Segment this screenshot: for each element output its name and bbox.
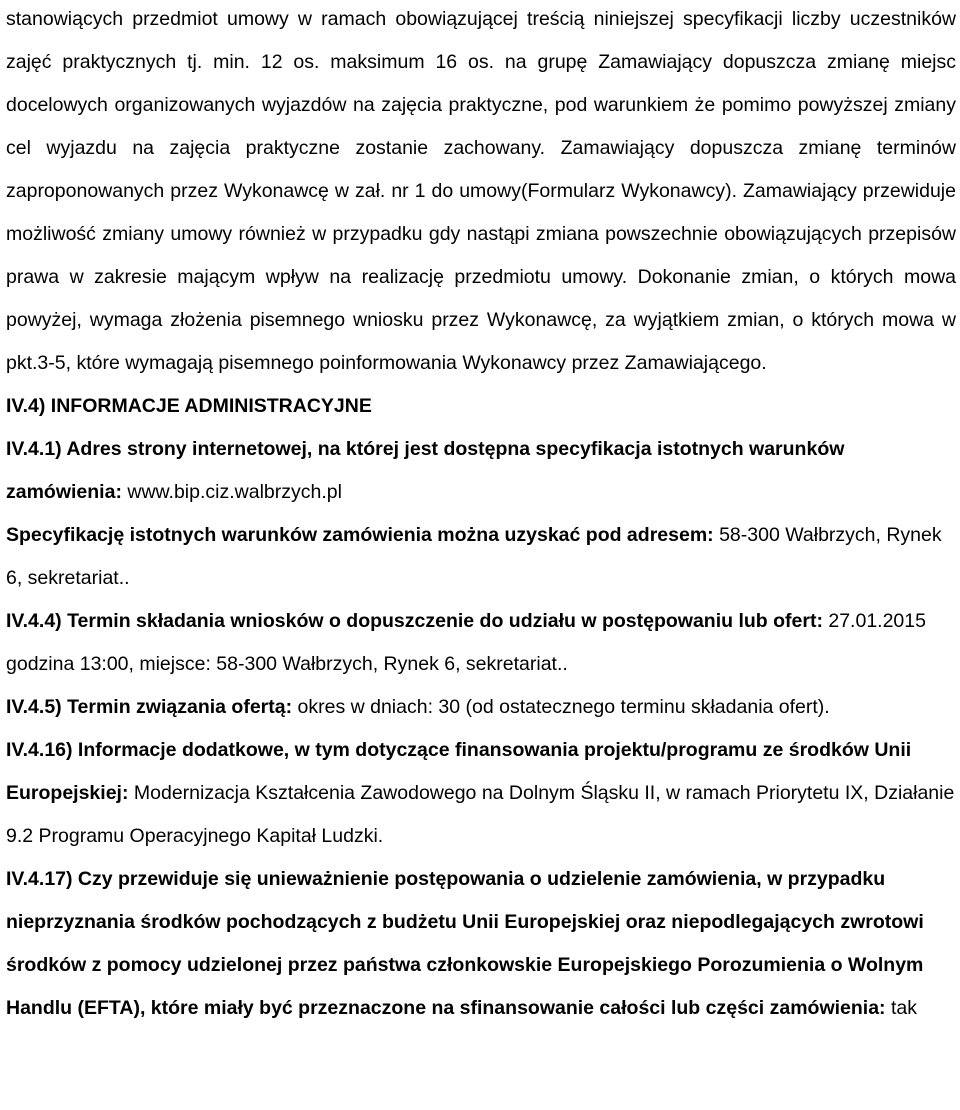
field-additional-info: [6, 729, 956, 858]
field-website: [6, 428, 956, 514]
field-label: IV.4.17) Czy przewiduje się unieważnienie postępowania o udzielenie zamówienia, w przypadku nieprzyznania środków pochodzących z budżetu Unii Europejskiej oraz niepodlegających zwrotowi środków z pomocy udzielonej przez państwa członkowskie Europejskiego Porozumienia o Wolnym Handlu (EFTA), które miały być przeznaczone na sfinansowanie całości lub części zamówienia:: [6, 868, 924, 1019]
field-cancellation-eu-funds: [6, 858, 956, 1030]
field-value: 58-300 Wałbrzych, Rynek 6, sekretariat..: [6, 524, 942, 589]
field-value: 27.01.2015 godzina 13:00, miejsce: 58-300 Wałbrzych, Rynek 6, sekretariat..: [6, 610, 926, 675]
section-heading: IV.4) INFORMACJE ADMINISTRACYJNE: [6, 395, 372, 417]
field-value: Modernizacja Kształcenia Zawodowego na Dolnym Śląsku II, w ramach Priorytetu IX, Działanie 9.2 Programu Operacyjnego Kapitał Ludzki.: [6, 782, 955, 847]
field-value: okres w dniach: 30 (od ostatecznego terminu składania ofert).: [292, 696, 830, 718]
field-label: IV.4.1) Adres strony internetowej, na której jest dostępna specyfikacja istotnych warunków zamówienia:: [6, 438, 845, 503]
field-label: IV.4.16) Informacje dodatkowe, w tym dotyczące finansowania projektu/programu ze środków Unii Europejskiej:: [6, 739, 912, 804]
document-page: [6, 0, 956, 1030]
field-submission-deadline: [6, 600, 956, 686]
field-spec-address: [6, 514, 956, 600]
intro-paragraph: stanowiących przedmiot umowy w ramach obowiązującej treścią niniejszej specyfikacji liczby uczestników zajęć praktycznych tj. min. 12 os. maksimum 16 os. na grupę Zamawiający dopuszcza zmianę miejsc docelowych organizowanych wyjazdów na zajęcia praktyczne, pod warunkiem że pomimo powyższej zmiany cel wyjazdu na zajęcia praktyczne zostanie zachowany. Zamawiający dopuszcza zmianę terminów zaproponowanych przez Wykonawcę w zał. nr 1 do umowy(Formularz Wykonawcy). Zamawiający przewiduje możliwość zmiany umowy również w przypadku gdy nastąpi zmiana powszechnie obowiązujących przepisów prawa w zakresie mającym wpływ na realizację przedmiotu umowy. Dokonanie zmian, o których mowa powyżej, wymaga złożenia pisemnego wniosku przez Wykonawcę, za wyjątkiem zmian, o których mowa w pkt.3-5, które wymagają pisemnego poinformowania Wykonawcy przez Zamawiającego.: [6, 8, 956, 374]
field-label: Specyfikację istotnych warunków zamówienia można uzyskać pod adresem:: [6, 524, 714, 546]
field-value: www.bip.ciz.walbrzych.pl: [121, 481, 342, 503]
field-label: IV.4.4) Termin składania wniosków o dopuszczenie do udziału w postępowaniu lub ofert:: [6, 610, 823, 632]
field-offer-binding-period: [6, 686, 956, 729]
field-label: IV.4.5) Termin związania ofertą:: [6, 696, 293, 718]
field-value: tak: [885, 997, 917, 1019]
